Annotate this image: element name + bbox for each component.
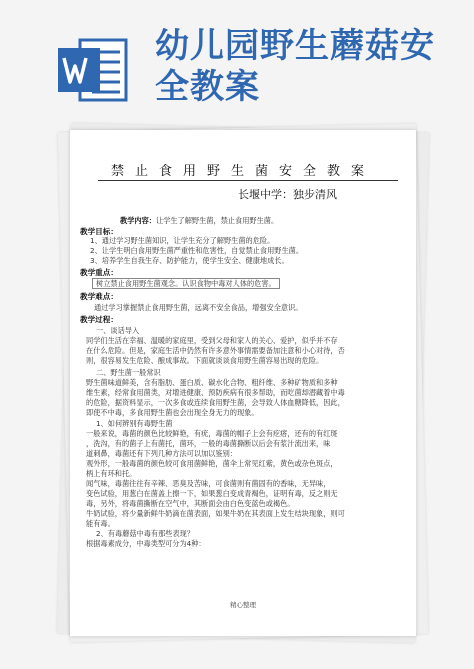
heading-divider	[98, 180, 398, 181]
body-line: 教学内容：让学生了解野生菌，禁止食用野生菌。	[120, 216, 279, 225]
body-line: 闻气味，毒菌往往有辛辣、恶臭及苦味，可食菌则有菌固有的香味，无异味，	[86, 479, 331, 488]
body-line: 二、野生菌一般常识	[96, 368, 161, 377]
body-line: 牛奶试验，将少量新鲜牛奶滴在菌表面，如果牛奶在其表面上发生结块现象，则可	[86, 509, 345, 518]
paper-preview	[60, 124, 426, 642]
body-line: 树立禁止食用野生菌观念。认识食物中毒对人体的危害。	[92, 278, 280, 289]
body-line: 一、谈话导入	[96, 326, 140, 335]
body-line: 根据毒素成分，中毒类型可分为4种：	[86, 539, 206, 548]
title-line-1: 幼儿园野生蘑菇安	[155, 26, 435, 66]
body-line: 3、培养学生自我生存、防护能力，使学生安全、健康地成长。	[90, 256, 289, 265]
section-heading: 教学目标：	[80, 227, 118, 236]
section-heading: 教学过程：	[80, 315, 118, 324]
body-line: 一般来说，毒菌的颜色比较鲜艳，有疣，毒菌的帽子上会有疙瘩，还有的有红斑	[86, 429, 338, 438]
body-line: 柄上有环和托。	[86, 469, 137, 478]
body-line: 即使不中毒，多食用野生菌也会出现全身无力的现象。	[86, 408, 259, 417]
body-line: 维生素，经常食用菌类，对增进健康、预防疾病有很多帮助，而吃菌却潜藏着中毒	[86, 388, 345, 397]
body-line: 1、如何辨别有毒野生菌	[96, 419, 173, 428]
section-heading: 教学难点：	[80, 292, 118, 301]
body-line: 同学们生活在幸福、温暖的家庭里，受到父母和家人的关心、爱护，似乎并不存	[86, 336, 338, 345]
body-line: 通过学习掌握禁止食用野生菌，远离不安全食品，增强安全意识。	[94, 303, 303, 312]
body-line: 野生菌味道鲜美，含有脂肪、蛋白质、碳水化合物、粗纤维、多种矿物质和多种	[86, 378, 338, 387]
body-line: 毒，另外，将毒菌撕断在空气中，其断面会由白色变蓝色或褐色。	[86, 499, 295, 508]
author-line: 长堰中学：独步清风	[238, 188, 337, 201]
header-banner	[0, 0, 474, 118]
body-line: ，洗沟，有的菌子上有菌托，菌环，一般的毒菌撕断以后会有浆汁流出来，味	[86, 439, 331, 448]
body-line: 观外形，一般毒菌的颜色较可食用菌鲜艳，菌伞上常见红紫，黄色或杂色斑点，	[86, 459, 338, 468]
body-line: 2、让学生明白食用野生菌严重性和危害性，自觉禁止食用野生菌。	[90, 246, 304, 255]
body-line: 的危险，据资料显示，一次多食或连续食用野生菌，会导致人体血糖降低，因此，	[86, 398, 345, 407]
document-page	[70, 130, 416, 636]
body-line: 能有毒。	[86, 519, 115, 528]
title-line-2: 全教案	[155, 67, 260, 107]
body-line: 2、有毒蘑菇中毒有那些表现？	[96, 529, 195, 538]
page-heading: 禁止食用野生菌安全教案	[110, 164, 375, 179]
section-heading: 教学重点：	[80, 268, 118, 277]
body-line: 在什么危险。但是，家庭生活中仍然有许多意外事情需要备加注意和小心对待，否	[86, 346, 345, 355]
word-document-icon	[58, 38, 128, 102]
body-line: 则，很容易发生危险、酿成事故。下面就谈谈食用野生菌容易出现的危险。	[86, 356, 324, 365]
document-title	[155, 26, 455, 108]
body-line: 变色试验，用葱白在菌盖上擦一下，如果葱白变成青褐色，证明有毒，反之则无	[86, 489, 338, 498]
body-line: 1、通过学习野生菌知识，让学生充分了解野生菌的危险。	[90, 236, 275, 245]
page-footer: 精心整理	[230, 601, 256, 609]
body-line: 道刺鼻，毒菌还有下列几种方法可以加以鉴别：	[86, 449, 237, 458]
